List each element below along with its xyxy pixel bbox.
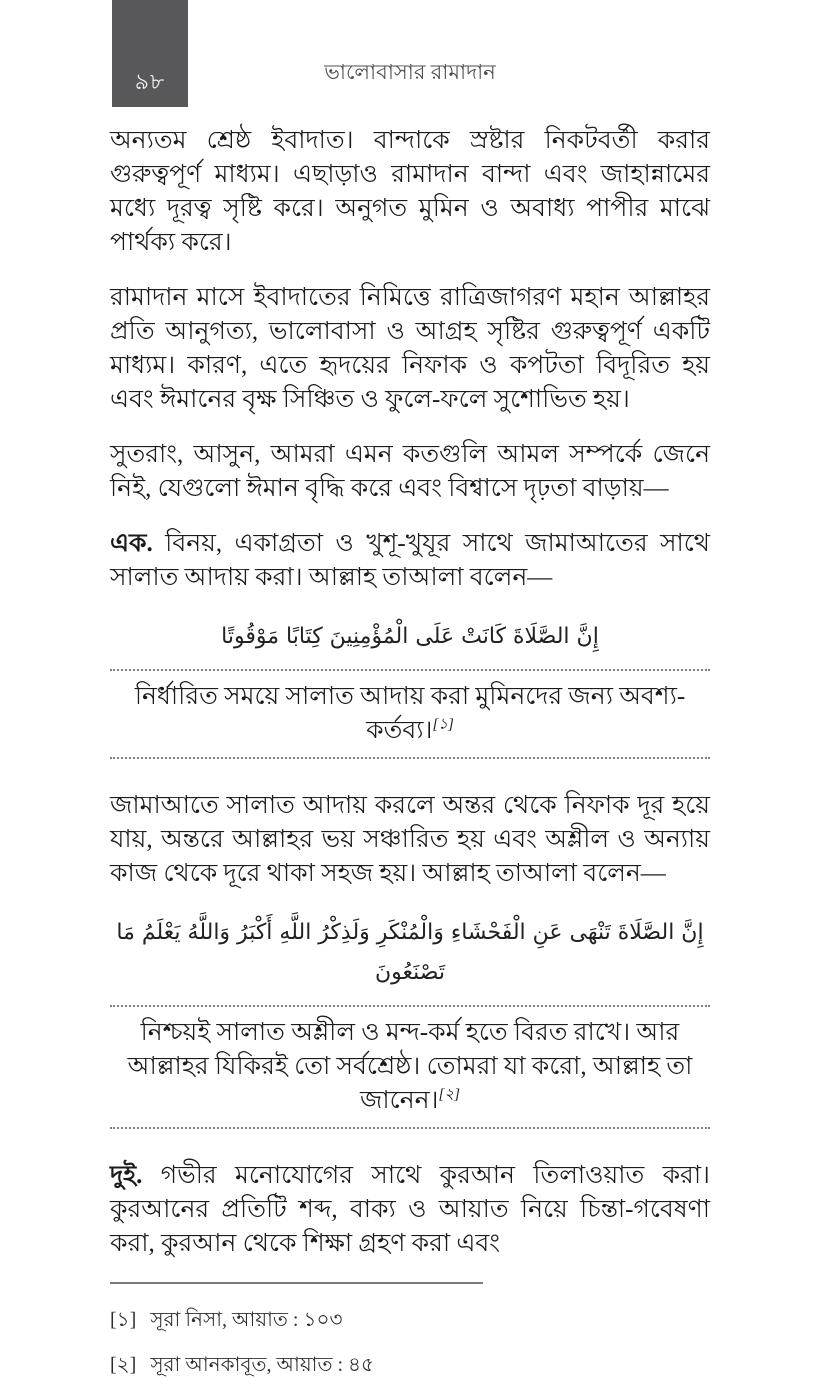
- body-text-column: [110, 124, 710, 1396]
- footnote-ref-1: [১]: [432, 716, 454, 733]
- paragraph-section-2: [110, 1159, 710, 1261]
- section-1-text: বিনয়, একাগ্রতা ও খুশূ-খুযূর সাথে জামাআতের সাথে সালাত আদায় করা। আল্লাহ তাআলা বলেন—: [110, 530, 710, 591]
- arabic-verse-2: إِنَّ الصَّلَاةَ تَنْهَى عَنِ الْفَحْشَاءِ وَالْمُنْكَرِ وَلَذِكْرُ اللَّهِ أَكْبَرُ وَاللَّهُ يَعْلَمُ مَا تَصْنَعُونَ: [116, 920, 704, 985]
- running-head-title: ভালোবাসার রামাদান: [324, 60, 496, 84]
- footnote-1-marker: [১]: [110, 1309, 137, 1331]
- footnote-item-2: [110, 1351, 710, 1379]
- paragraph-5: জামাআতে সালাত আদায় করলে অন্তর থেকে নিফাক দূর হয়ে যায়, অন্তরে আল্লাহর ভয় সঞ্চারিত হয় এবং অশ্লীল ও অন্যায় কাজ থেকে দূরে থাকা সহজ হয়। আল্লাহ তাআলা বলেন—: [110, 792, 710, 887]
- paragraph-section-1: [110, 527, 710, 595]
- translation-block-2: [110, 1005, 710, 1129]
- footnote-2-marker: [২]: [110, 1354, 137, 1376]
- footnote-item-1: [110, 1306, 710, 1334]
- paragraph-2: রামাদান মাসে ইবাদাতের নিমিত্তে রাত্রিজাগরণ মহান আল্লাহর প্রতি আনুগত্য, ভালোবাসা ও আগ্রহ সৃষ্টির গুরুত্বপূর্ণ একটি মাধ্যম। কারণ, এতে হৃদয়ের নিফাক ও কপটতা বিদূরিত হয় এবং ঈমানের বৃক্ষ সিঞ্চিত ও ফুলে-ফলে সুশোভিত হয়।: [110, 284, 710, 413]
- section-1-number: এক.: [110, 530, 153, 557]
- translation-1-text: নির্ধারিত সময়ে সালাত আদায় করা মুমিনদের জন্য অবশ্য-কর্তব্য।: [134, 683, 686, 744]
- page-number-box: [112, 0, 188, 107]
- footnotes: [110, 1306, 710, 1379]
- footnote-1-text: সূরা নিসা, আয়াত : ১০৩: [150, 1309, 343, 1331]
- footnote-ref-2: [২]: [438, 1086, 460, 1103]
- footnote-2-text: সূরা আনকাবূত, আয়াত : ৪৫: [150, 1354, 374, 1376]
- paragraph-3: সুতরাং, আসুন, আমরা এমন কতগুলি আমল সম্পর্কে জেনে নিই, যেগুলো ঈমান বৃদ্ধি করে এবং বিশ্বাসে দৃঢ়তা বাড়ায়—: [110, 441, 710, 502]
- arabic-verse-1: إِنَّ الصَّلَاةَ كَانَتْ عَلَى الْمُؤْمِنِينَ كِتَابًا مَوْقُوتًا: [221, 624, 599, 649]
- footnote-separator: [110, 1282, 483, 1284]
- paragraph-1: অন্যতম শ্রেষ্ঠ ইবাদাত। বান্দাকে স্রষ্টার নিকটবর্তী করার গুরুত্বপূর্ণ মাধ্যম। এছাড়াও রামাদান বান্দা এবং জাহান্নামের মধ্যে দূরত্ব সৃষ্টি করে। অনুগত মুমিন ও অবাধ্য পাপীর মাঝে পার্থক্য করে।: [110, 127, 710, 256]
- translation-2-text: নিশ্চয়ই সালাত অশ্লীল ও মন্দ-কর্ম হতে বিরত রাখে। আর আল্লাহর যিকিরই তো সর্বশ্রেষ্ঠ। তোমরা যা করো, আল্লাহ তা জানেন।: [127, 1019, 693, 1114]
- section-2-number: দুই.: [110, 1162, 143, 1189]
- page-number: ৯৮: [134, 69, 166, 94]
- translation-block-1: [110, 669, 710, 759]
- section-2-text: গভীর মনোযোগের সাথে কুরআন তিলাওয়াত করা। কুরআনের প্রতিটি শব্দ, বাক্য ও আয়াত নিয়ে চিন্তা-গবেষণা করা, কুরআন থেকে শিক্ষা গ্রহণ করা এবং: [110, 1162, 711, 1257]
